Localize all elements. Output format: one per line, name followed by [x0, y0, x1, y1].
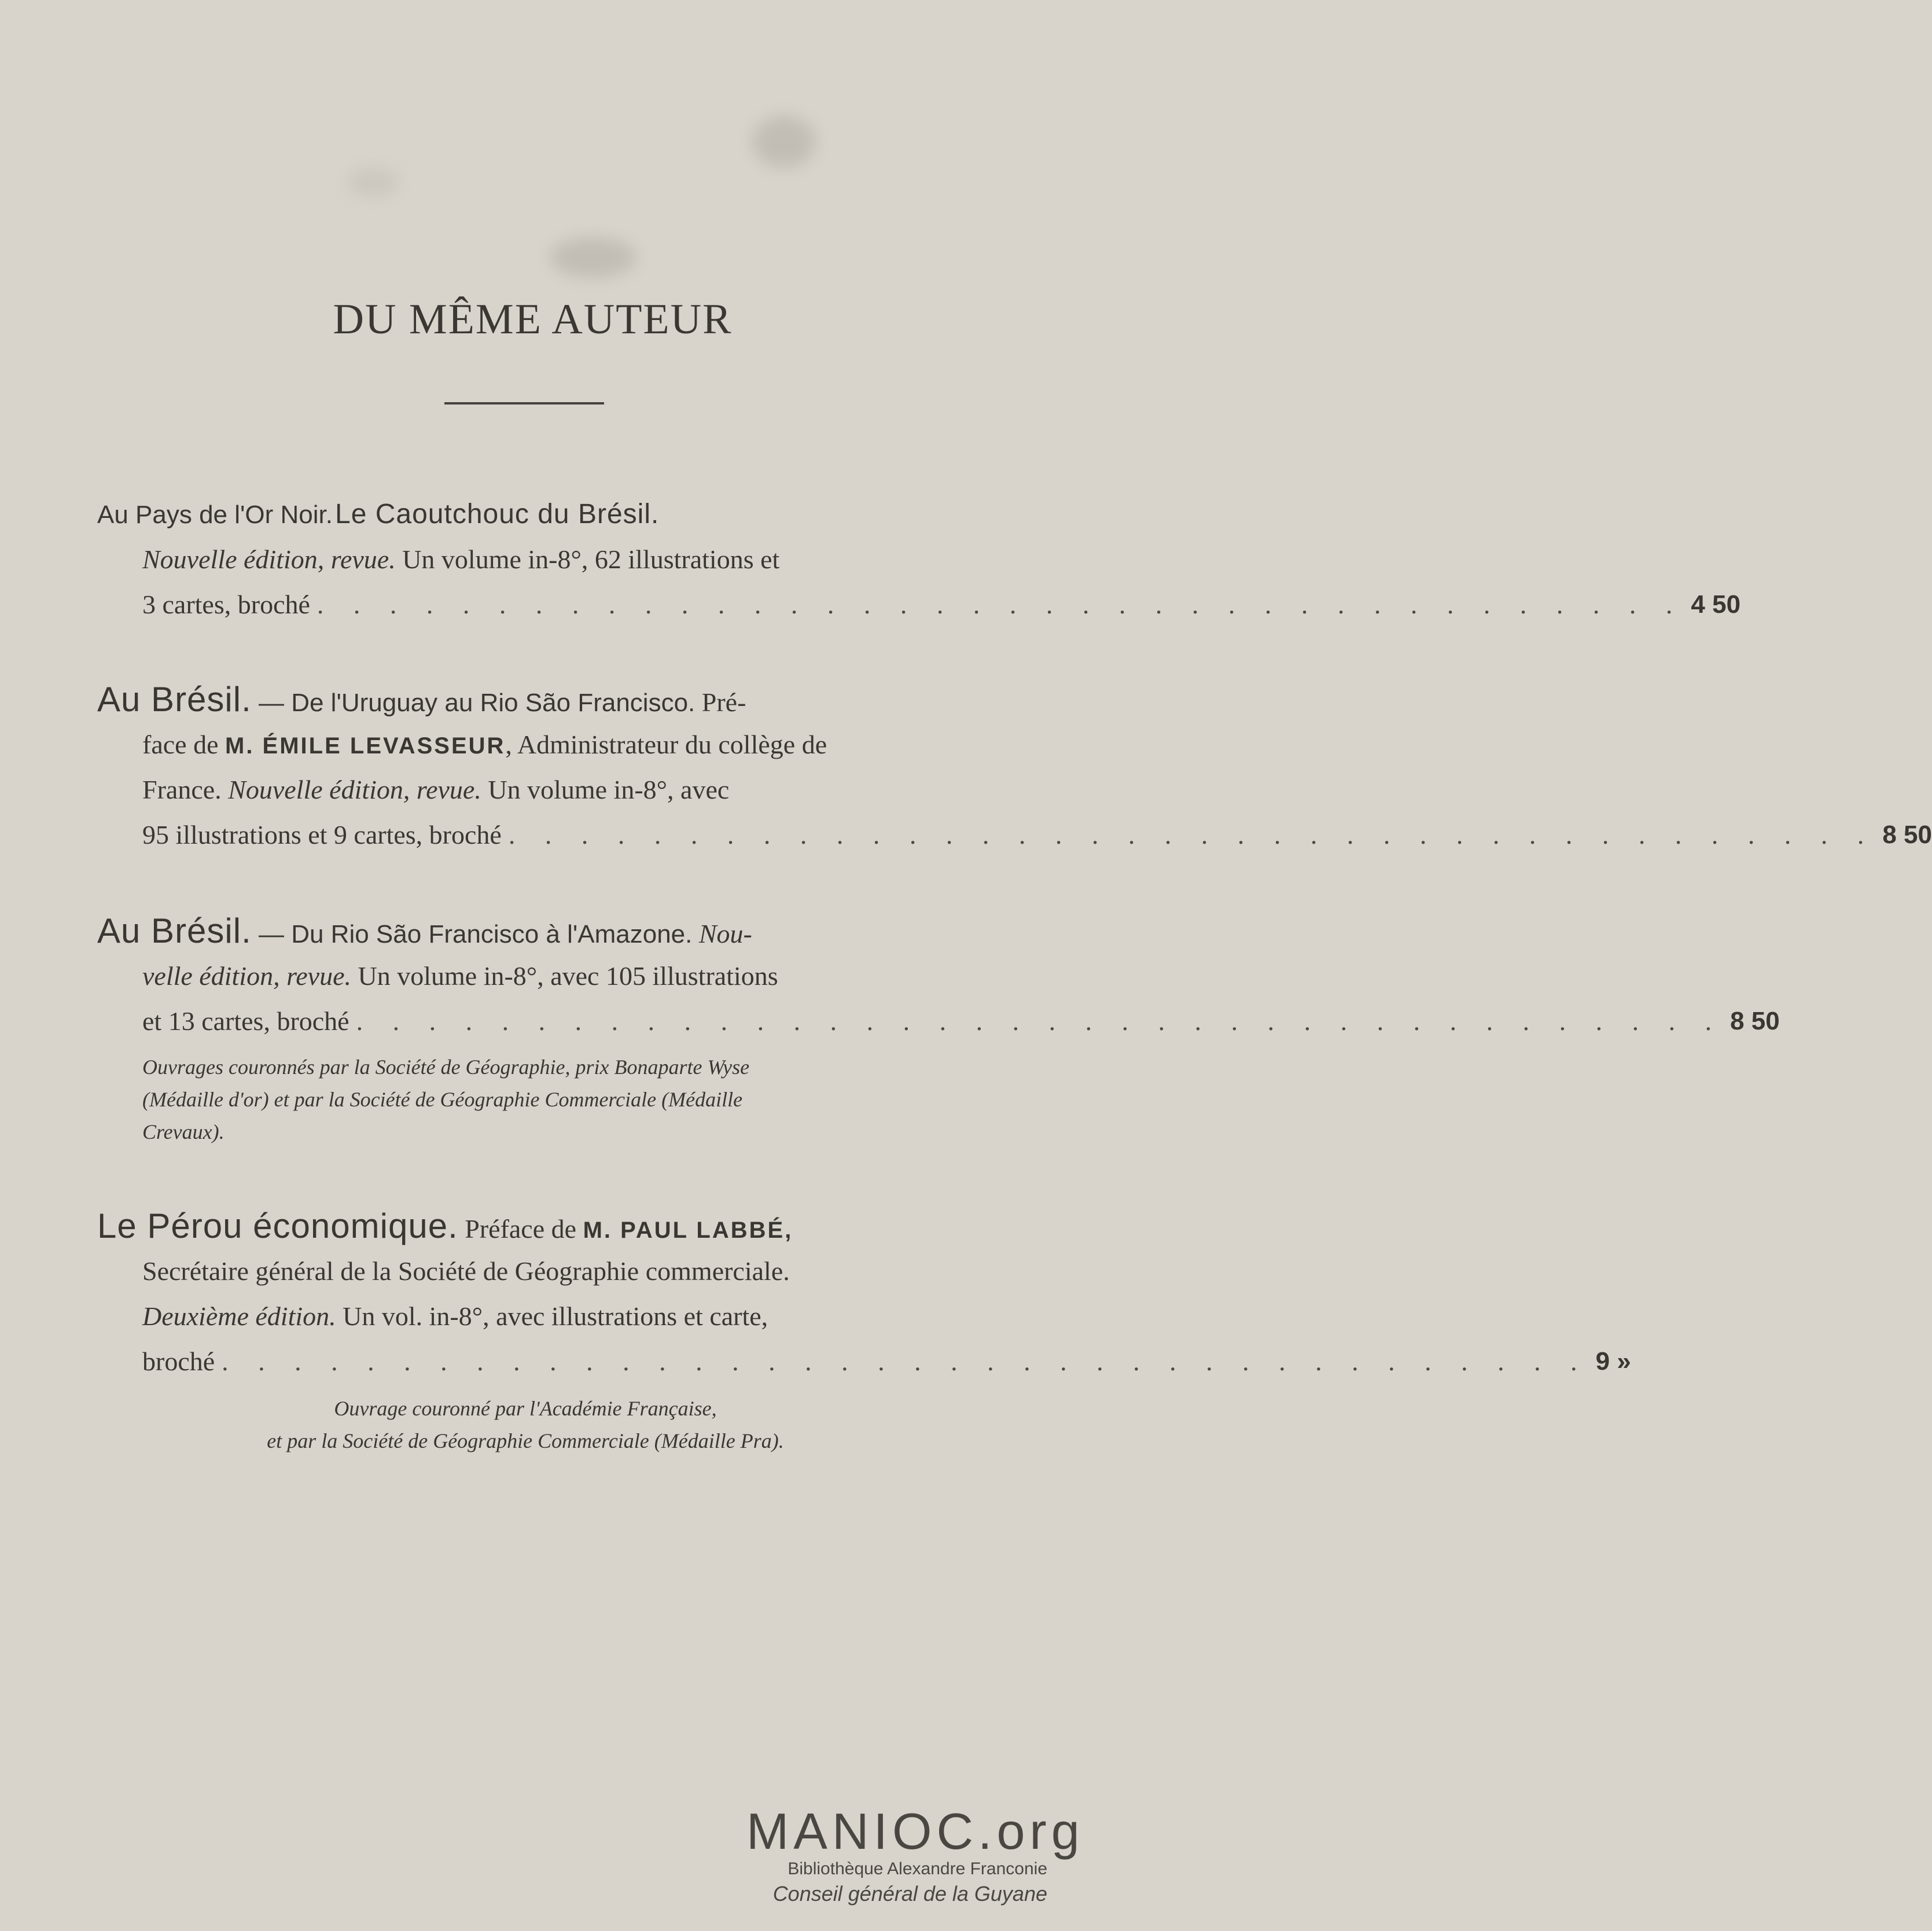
description-text: Un vol. in-8°, avec illustrations et carte,	[336, 1301, 768, 1331]
book-entry-3	[97, 909, 1780, 1148]
award-note-line: et par la Société de Géographie Commerciale (Médaille Pra).	[267, 1429, 784, 1452]
hyphen-text: Pré-	[695, 687, 746, 717]
edition-text: Nouvelle édition, revue.	[142, 545, 396, 574]
description-text: Un volume in-8°, avec 105 illustrations	[351, 961, 778, 991]
award-note-line: Ouvrages couronnés par la Société de Géographie, prix Bonaparte Wyse	[142, 1055, 750, 1079]
preface-author: M. PAUL LABBÉ,	[583, 1218, 793, 1243]
award-note-line: Ouvrage couronné par l'Académie Française,	[334, 1397, 717, 1420]
entry-title-line	[97, 1204, 954, 1249]
entry-line	[97, 767, 954, 812]
dot-leader: . . . . . . . . . . . . . . . . . . . . . . . . . . . . . . . . . . . . . .	[317, 590, 1684, 619]
format-text: et 13 cartes, broché	[142, 1006, 349, 1036]
book-entry-2	[97, 677, 1932, 858]
entry-line	[97, 1249, 954, 1294]
award-note-line: (Médaille d'or) et par la Société de Géographie Commerciale (Médaille	[142, 1088, 743, 1111]
library-watermark	[746, 1803, 1084, 1907]
entry-line	[97, 954, 954, 999]
preface-role: , Administrateur du collège de	[505, 730, 827, 759]
entry-title-line	[97, 909, 954, 954]
price: 4 50	[1691, 590, 1741, 619]
heading-divider	[444, 402, 604, 404]
dot-leader: . . . . . . . . . . . . . . . . . . . . . . . . . . . . . . . . . . . . . .	[222, 1347, 1589, 1376]
book-entry-4	[97, 1204, 1631, 1457]
title-prefix: Au Brésil.	[97, 680, 252, 719]
preface-text: face de	[142, 730, 225, 759]
description-text: France.	[142, 775, 229, 804]
ink-stain	[550, 237, 636, 278]
price: 8 50	[1882, 821, 1932, 849]
manioc-logo: MANIOC.org	[746, 1803, 1084, 1860]
title-prefix: Au Brésil.	[97, 911, 252, 950]
entry-line	[97, 722, 954, 767]
entry-price-line	[97, 1339, 1631, 1384]
format-text: 95 illustrations et 9 cartes, broché	[142, 820, 502, 849]
book-title: Le Pérou économique.	[97, 1207, 458, 1245]
book-entry-1	[97, 492, 1741, 627]
entry-line	[97, 1294, 954, 1339]
description-text: Un volume in-8°, avec	[481, 775, 730, 804]
award-note	[97, 1392, 954, 1457]
page-heading: DU MÊME AUTEUR	[333, 296, 733, 343]
title-prefix: Au Pays de l'Or Noir.	[97, 501, 333, 529]
edition-text: Nouvelle édition, revue.	[228, 775, 481, 804]
price: 9 »	[1595, 1347, 1631, 1375]
ink-stain	[752, 116, 816, 168]
award-note	[97, 1051, 954, 1148]
description-text: Un volume in-8°, 62 illustrations et	[395, 545, 780, 574]
edition-text: Deuxième édition.	[142, 1301, 336, 1331]
book-title: — Du Rio São Francisco à l'Amazone.	[251, 920, 693, 948]
watermark-council: Conseil général de la Guyane	[772, 1882, 1047, 1906]
price: 8 50	[1730, 1007, 1780, 1035]
preface-text: Préface de	[458, 1214, 583, 1244]
entry-price-line	[97, 999, 1780, 1044]
award-note-line: Crevaux).	[142, 1120, 225, 1143]
book-title: — De l'Uruguay au Rio São Francisco.	[251, 689, 695, 717]
format-text: broché	[142, 1347, 215, 1376]
format-text: 3 cartes, broché	[142, 590, 310, 619]
book-title: Le Caoutchouc du Brésil.	[335, 499, 660, 529]
entry-title-line	[97, 677, 954, 722]
watermark-library: Bibliothèque Alexandre Franconie	[787, 1859, 1047, 1878]
entry-price-line	[97, 582, 1741, 627]
edition-text: velle édition, revue.	[142, 961, 352, 991]
entry-price-line	[97, 812, 1932, 858]
ink-stain	[347, 168, 399, 197]
dot-leader: . . . . . . . . . . . . . . . . . . . . . . . . . . . . . . . . . . . . . .	[508, 820, 1876, 849]
hyphen-text: Nou-	[692, 919, 752, 948]
preface-author: M. ÉMILE LEVASSEUR	[225, 733, 506, 759]
entry-title-line	[97, 492, 954, 537]
dot-leader: . . . . . . . . . . . . . . . . . . . . . . . . . . . . . . . . . . . . . .	[356, 1006, 1724, 1036]
preface-role: Secrétaire général de la Société de Géographie commerciale.	[142, 1256, 790, 1286]
entry-line	[97, 537, 954, 582]
